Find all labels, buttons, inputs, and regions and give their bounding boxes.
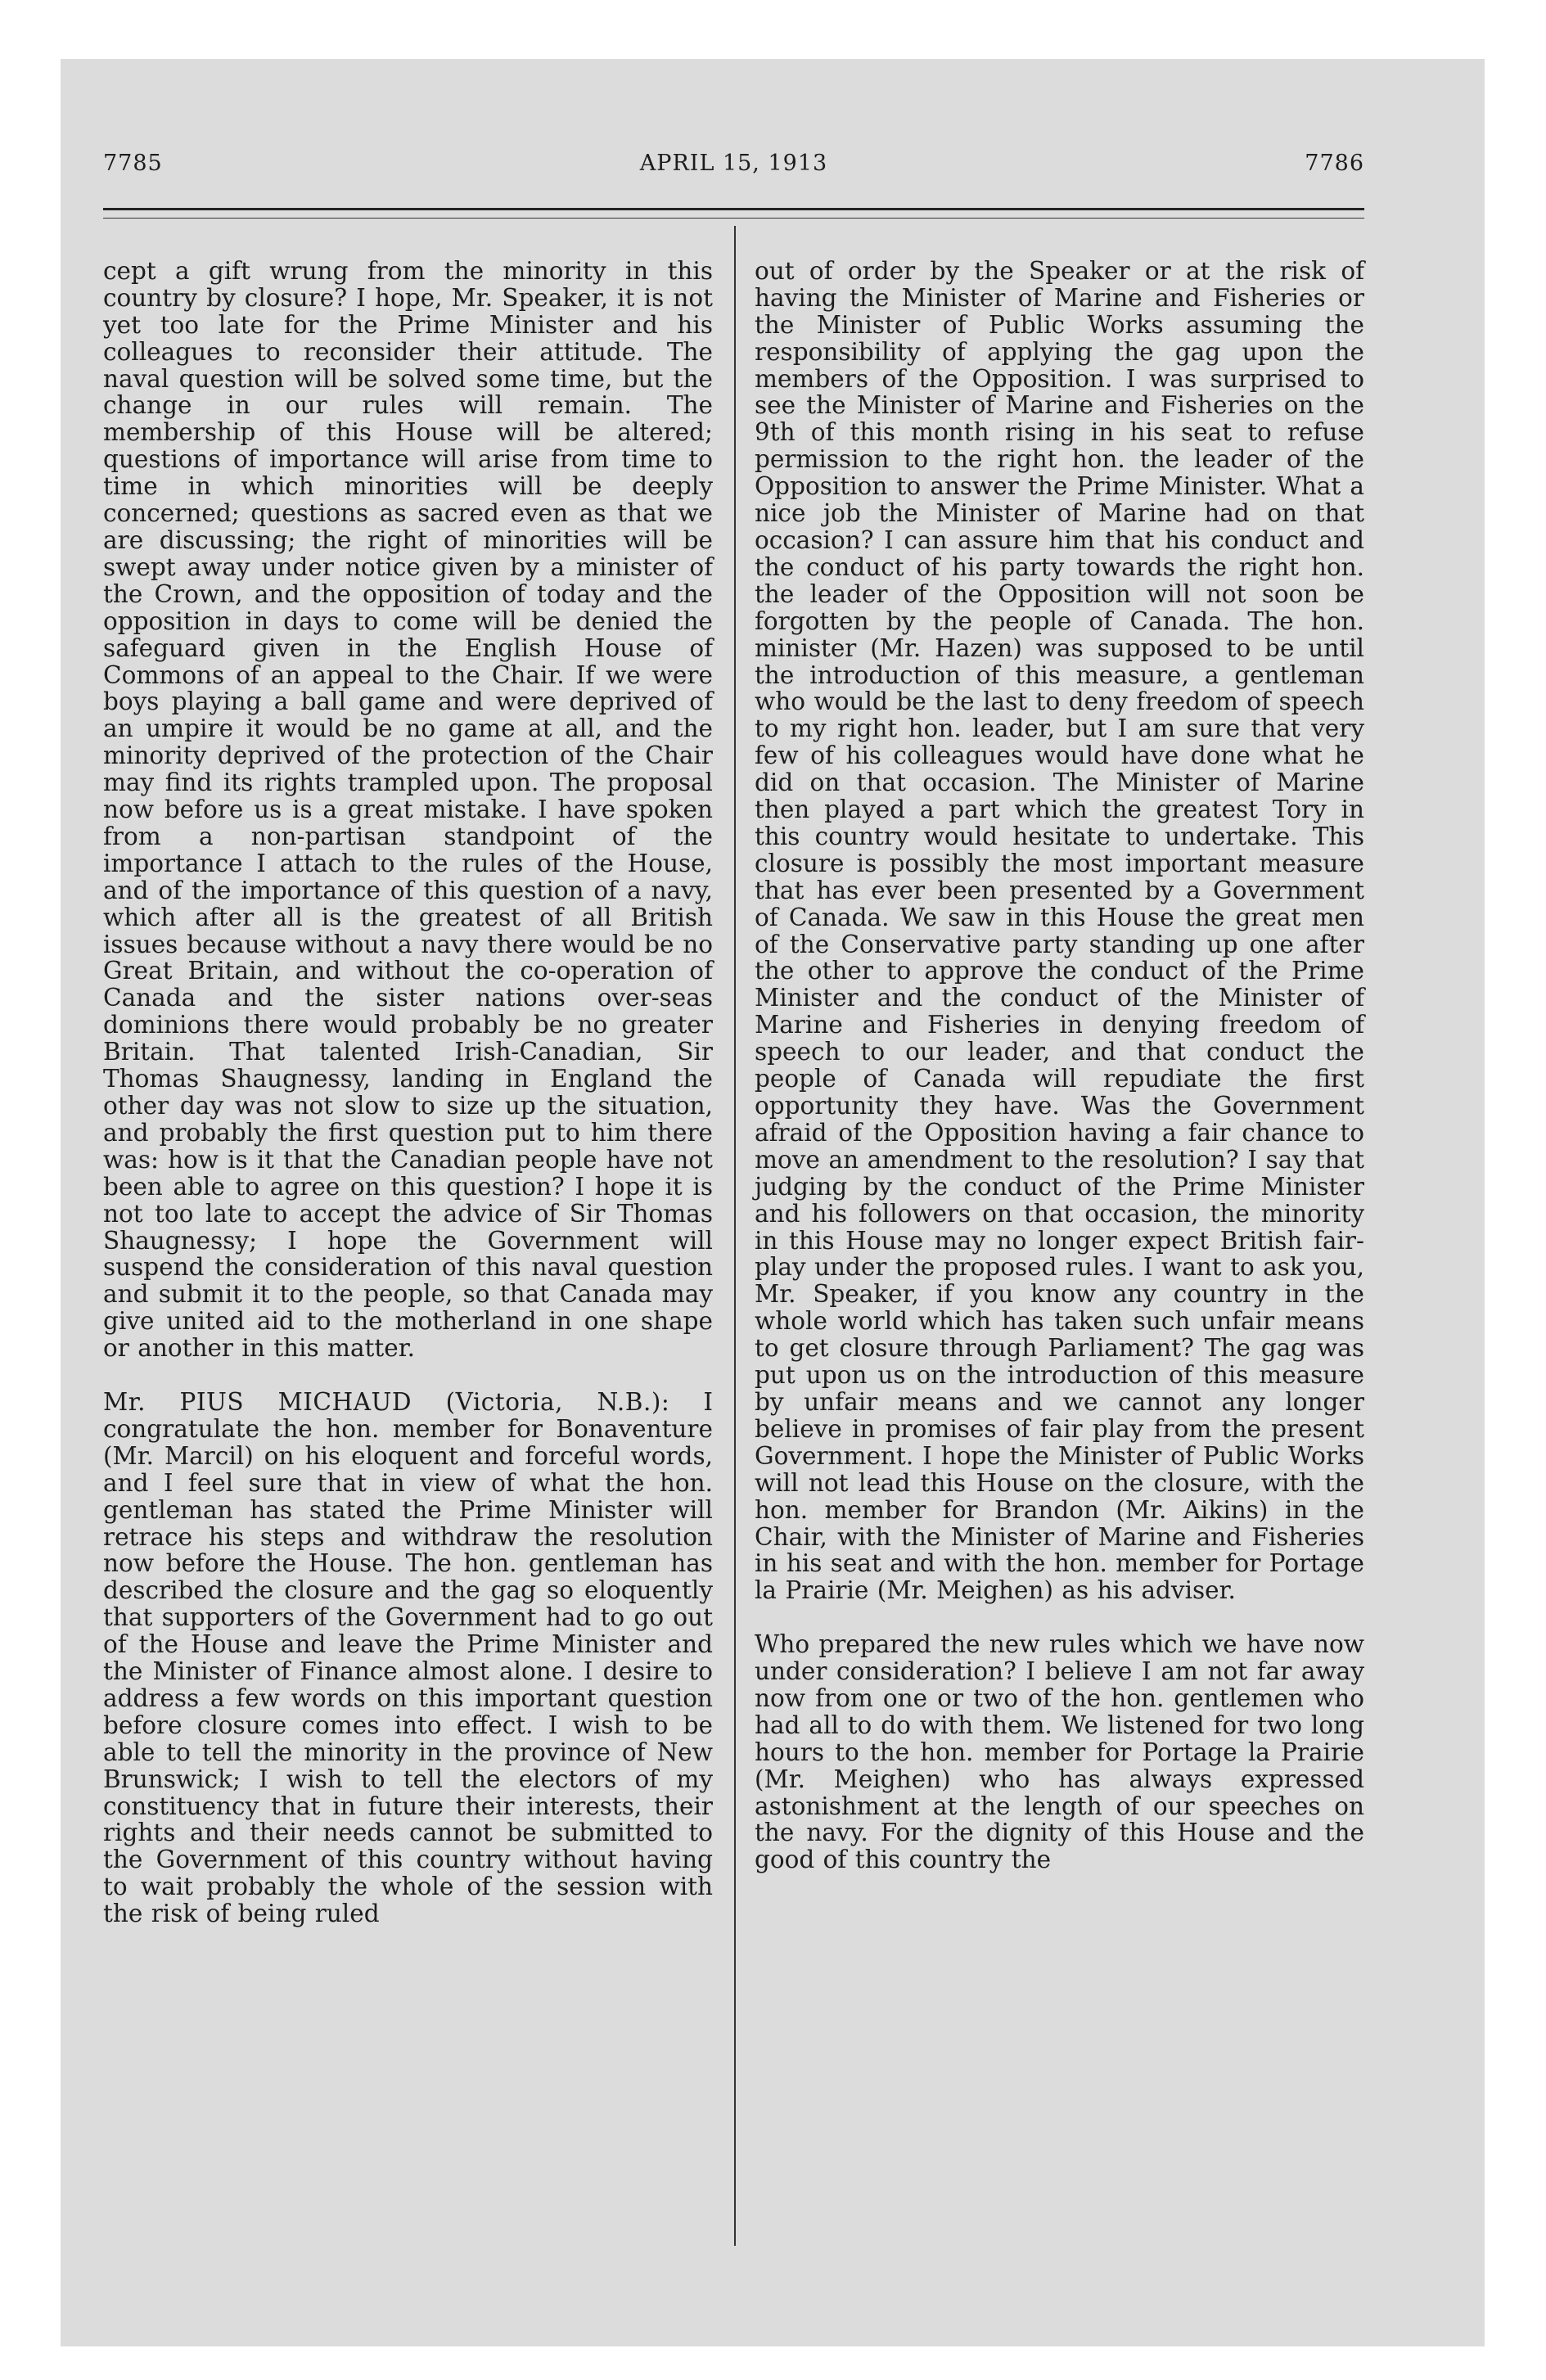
- page-number-right: 7786: [1305, 151, 1364, 176]
- page-date: APRIL 15, 1913: [639, 151, 828, 176]
- left-column: [103, 231, 713, 1954]
- header-rule-thin: [103, 218, 1364, 219]
- right-paragraph-1: out of order by the Speaker or at the risk of having the Minister of Marine and Fisheries or the Minister of Public Works assuming the responsibility of applying the gag upon the members of the Opposition. I was surprised to see the Minister of Marine and Fisheries on the 9th of this month rising in his seat to refuse permission to the right hon. the leader of the Opposition to answer the Prime Minister. What a nice job the Minister of Marine had on that occasion? I can assure him that his conduct and the conduct of his party towards the right hon. the leader of the Opposition will not soon be forgotten by the people of Canada. The hon. minister (Mr. Hazen) was supposed to be until the introduction of this measure, a gentleman who would be the last to deny freedom of speech to my right hon. leader, but I am sure that very few of his colleagues would have done what he did on that occasion. The Minister of Marine then played a part which the greatest Tory in this country would hesitate to undertake. This closure is possibly the most important measure that has ever been presented by a Government of Canada. We saw in this House the great men of the Conservative party standing up one after the other to approve the conduct of the Prime Minister and the conduct of the Minister of Marine and Fisheries in denying freedom of speech to our leader, and that conduct the people of Canada will repudiate the first opportunity they have. Was the Government afraid of the Opposition having a fair chance to move an amendment to the resolution? I say that judging by the conduct of the Prime Minister and his followers on that occasion, the minority in this House may no longer expect British fair-play under the proposed rules. I want to ask you, Mr. Speaker, if you know any country in the whole world which has taken such unfair means to get closure through Parliament? The gag was put upon us on the introduction of this measure by unfair means and we cannot any longer believe in promises of fair play from the present Government. I hope the Minister of Public Works will not lead this House on the closure, with the hon. member for Brandon (Mr. Aikins) in the Chair, with the Minister of Marine and Fisheries in his seat and with the hon. member for Portage la Prairie (Mr. Meighen) as his adviser.: [755, 256, 1364, 1605]
- column-divider: [734, 226, 736, 2246]
- page-header: [103, 126, 1364, 176]
- speaker-name: Mr. PIUS MICHAUD (Victoria, N.B.):: [103, 1387, 670, 1416]
- page-number-left: 7785: [103, 151, 163, 176]
- right-column: [755, 231, 1364, 1900]
- left-paragraph-1: cept a gift wrung from the minority in this country by closure? I hope, Mr. Speaker, it is not yet too late for the Prime Minister and his colleagues to reconsider their attitude. The naval question will be solved some time, but the change in our rules will remain. The membership of this House will be altered; questions of importance will arise from time to time in which minorities will be deeply concerned; questions as sacred even as that we are discussing; the right of minorities will be swept away under notice given by a minister of the Crown, and the opposition of today and the opposition in days to come will be denied the safeguard given in the English House of Commons of an appeal to the Chair. If we were boys playing a ball game and were deprived of an umpire it would be no game at all, and the minority deprived of the protection of the Chair may find its rights trampled upon. The proposal now before us is a great mistake. I have spoken from a non-partisan standpoint of the importance I attach to the rules of the House, and of the importance of this question of a navy, which after all is the greatest of all British issues because without a navy there would be no Great Britain, and without the co-operation of Canada and the sister nations over-seas dominions there would probably be no greater Britain. That talented Irish-Canadian, Sir Thomas Shaugnessy, landing in England the other day was not slow to size up the situation, and probably the first question put to him there was: how is it that the Canadian people have not been able to agree on this question? I hope it is not too late to accept the advice of Sir Thomas Shaugnessy; I hope the Government will suspend the consideration of this naval question and submit it to the people, so that Canada may give united aid to the motherland in one shape or another in this matter.: [103, 256, 713, 1363]
- hansard-page: [103, 126, 1364, 2221]
- header-rule-thick: [103, 208, 1364, 210]
- speech-text: I congratulate the hon. member for Bonaventure (Mr. Marcil) on his eloquent and forceful words, and I feel sure that in view of what the hon. gentleman has stated the Prime Minister will retrace his steps and withdraw the resolution now before the House. The hon. gentleman has described the closure and the gag so eloquently that supporters of the Government had to go out of the House and leave the Prime Minister and the Minister of Finance almost alone. I desire to address a few words on this important question before closure comes into effect. I wish to be able to tell the minority in the province of New Brunswick; I wish to tell the electors of my constituency that in future their interests, their rights and their needs cannot be submitted to the Government of this country without having to wait probably the whole of the session with the risk of being ruled: [103, 1387, 713, 1928]
- right-paragraph-2: Who prepared the new rules which we have now under consideration? I believe I am not far away now from one or two of the hon. gentlemen who had all to do with them. We listened for two long hours to the hon. member for Portage la Prairie (Mr. Meighen) who has always expressed astonishment at the length of our speeches on the navy. For the dignity of this House and the good of this country the: [755, 1630, 1364, 1874]
- left-paragraph-2: [103, 1389, 713, 1927]
